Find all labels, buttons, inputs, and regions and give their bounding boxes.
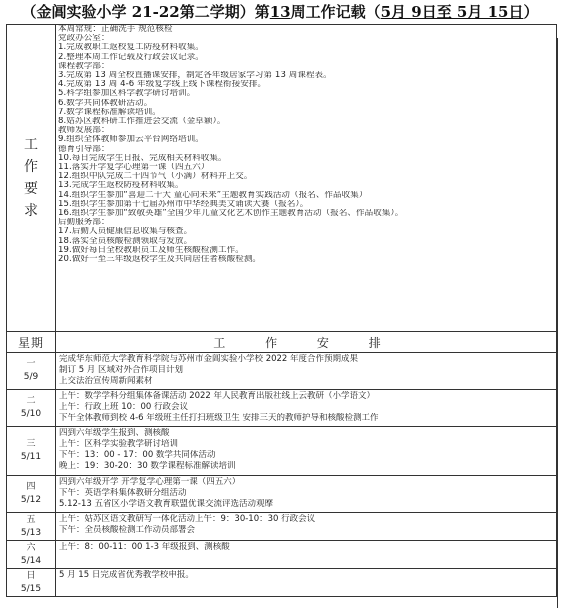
- requirements-row: [7, 25, 557, 332]
- schedule-row: [7, 513, 557, 541]
- plan-line: 下午：全员核酸检测工作动员部署会: [59, 525, 196, 535]
- title-week-number: 13: [269, 3, 291, 21]
- requirement-line: 党政办公室：: [58, 34, 110, 44]
- schedule-row: [7, 427, 557, 476]
- day-cell: [7, 541, 56, 569]
- day-name: 六: [26, 542, 36, 553]
- requirement-line: 后勤服务部：: [58, 218, 110, 228]
- title-mid: 周工作记载（: [290, 3, 381, 21]
- day-name: 二: [26, 396, 36, 406]
- requirement-line: 课程教学部：: [58, 61, 110, 71]
- title-end: ）: [523, 3, 539, 21]
- schedule-row: [7, 569, 557, 597]
- day-name: 三: [26, 439, 36, 449]
- plan-line: 晚上：19：30-20：30 数学课程标准解读培训: [59, 461, 236, 471]
- schedule-header-row: [7, 332, 557, 353]
- plan-line: 上午：行政上班 10：00 行政会议: [59, 402, 189, 412]
- plan-line: 下午：13：00 - 17：00 数学共同体活动: [59, 450, 216, 460]
- requirement-line: 10.每日完成学生日报、完成相关材料收集。: [58, 153, 227, 163]
- day-date: 5/10: [20, 409, 42, 419]
- plan-line: 上交法治宣传周新闻素材: [59, 376, 153, 386]
- day-name: 五: [26, 514, 36, 525]
- requirement-line: 8.姑苏区教科研工作推进会交流（金卓颖）。: [58, 117, 226, 127]
- schedule-row: [7, 390, 557, 427]
- day-cell: [7, 353, 56, 390]
- day-name: 一: [26, 359, 36, 369]
- requirement-line: 6.数学共同体教研活动。: [58, 98, 153, 108]
- requirement-line: 教师发展部：: [58, 126, 110, 136]
- requirement-line: 16.组织学生参加“致敬英雄”全国少年儿童文化艺术创作主题教育活动（报名、作品收集）。: [58, 209, 404, 219]
- requirement-line: 德育引导部：: [58, 144, 110, 154]
- requirement-line: 4.完成第 13 周 4-6 年级复学线上线下课程衔接安排。: [58, 80, 267, 90]
- requirements-label: [7, 25, 56, 332]
- requirements-label-char: 作: [24, 159, 38, 175]
- requirements-content: [56, 25, 557, 332]
- header-plan: 工 作 安 排: [56, 332, 557, 353]
- requirement-line: 20.做好一至三年级返校学生及共同居住者核酸检测。: [58, 255, 262, 265]
- plan-line: 四到六年级开学 开学复学心理第一课（四五六）: [59, 477, 241, 487]
- plan-line: 四到六年级学生报到、测核酸: [59, 428, 170, 438]
- plan-line: 上午：数学学科分组集体备课活动 2022 年人民教育出版社线上云教研（小学语文）: [59, 391, 376, 401]
- day-plan: [56, 353, 557, 390]
- requirement-line: 7.数学课程标准解读培训。: [58, 107, 161, 117]
- day-plan: [56, 427, 557, 476]
- day-date: 5/12: [20, 495, 42, 505]
- day-plan: [56, 513, 557, 541]
- plan-line: 制订 5 月 区域对外合作项目计划: [59, 365, 184, 375]
- day-date: 5/15: [20, 583, 42, 594]
- requirement-line: 9.组织全体教师参加云平台网络培训。: [58, 135, 204, 145]
- day-date: 5/11: [20, 452, 42, 462]
- day-plan: [56, 390, 557, 427]
- requirement-line: 14.组织学生参加“喜迎二十大 童心向未来”主题教育实践活动（报名、作品收集）: [58, 190, 368, 200]
- requirement-line: 15.组织学生参加第十七届苏州市中华经典美文诵读大赛（报名）。: [58, 199, 309, 209]
- header-day: 星期: [7, 332, 56, 353]
- schedule-row: [7, 476, 557, 513]
- plan-line: 完成华东师范大学教育科学院与苏州市金阊实验小学校 2022 年度合作预期成果: [59, 354, 359, 364]
- requirement-line: 11.落实开学复学心理第一课（四五六）: [58, 163, 210, 173]
- day-date: 5/9: [23, 372, 39, 382]
- day-plan: [56, 569, 557, 597]
- day-plan: [56, 476, 557, 513]
- title-date-range: 5月 9日至 5月 15日: [380, 3, 524, 21]
- day-cell: [7, 569, 56, 597]
- day-date: 5/13: [20, 527, 42, 538]
- plan-line: 下午：英语学科集体教研分组活动: [59, 488, 187, 498]
- requirement-line: 12.组织中队完成二十四节气（小满）材料并上交。: [58, 172, 253, 182]
- requirement-line: 13.完成学生返校防疫材料收集。: [58, 181, 184, 191]
- plan-line: 下午全体教师到校 4-6 年级班主任打扫班级卫生 安排三天的教师护导和核酸检测工作: [59, 413, 379, 423]
- plan-line: 上午：区科学实验教学研讨培训: [59, 439, 179, 449]
- requirement-line: 1.完成教职工返校复工防疫材料收集。: [58, 43, 204, 53]
- requirements-label-char: 求: [24, 203, 38, 219]
- cropped-margin-strip: [557, 38, 568, 608]
- title-prefix: （金阊实验小学 21-22第二学期）第: [21, 3, 270, 21]
- day-cell: [7, 427, 56, 476]
- day-plan: [56, 541, 557, 569]
- schedule-row: [7, 353, 557, 390]
- day-name: 四: [26, 482, 36, 492]
- requirement-line: 17.后勤人员健康信息收集与核查。: [58, 227, 193, 237]
- requirement-line: 19.做好每日全校教职员工及师生核酸检测工作。: [58, 245, 244, 255]
- plan-line: 上午：姑苏区语文教研写一体化活动上午：9：30-10：30 行政会议: [59, 514, 316, 524]
- day-cell: [7, 476, 56, 513]
- requirements-label-char: 工: [24, 137, 38, 153]
- schedule-row: [7, 541, 557, 569]
- requirement-line: 3.完成第 13 周全校直播课安排，制定各年级居家学习第 13 周课程表。: [58, 71, 332, 81]
- day-name: 日: [26, 570, 36, 581]
- plan-line: 5 月 15 日完成省优秀教学校申报。: [59, 570, 194, 580]
- work-record-table: [6, 24, 557, 597]
- day-cell: [7, 513, 56, 541]
- requirement-line: 本周常规：正确洗手 规范核检: [58, 25, 173, 34]
- requirement-line: 5.科学组参加区科学教学研讨培训。: [58, 89, 196, 99]
- requirement-line: 18.落实全员核酸检测领取与发放。: [58, 236, 193, 246]
- requirement-line: 2.整理本周工作记载及行政会议记录。: [58, 52, 204, 62]
- plan-line: 上午：8：00-11：00 1-3 年级报到、测核酸: [59, 542, 230, 552]
- plan-line: 5.12-13 五省区小学语文教育联盟优课交流评选活动观摩: [59, 499, 274, 509]
- document-title: [0, 0, 560, 24]
- requirements-label-char: 要: [24, 181, 38, 197]
- day-cell: [7, 390, 56, 427]
- day-date: 5/14: [20, 555, 42, 566]
